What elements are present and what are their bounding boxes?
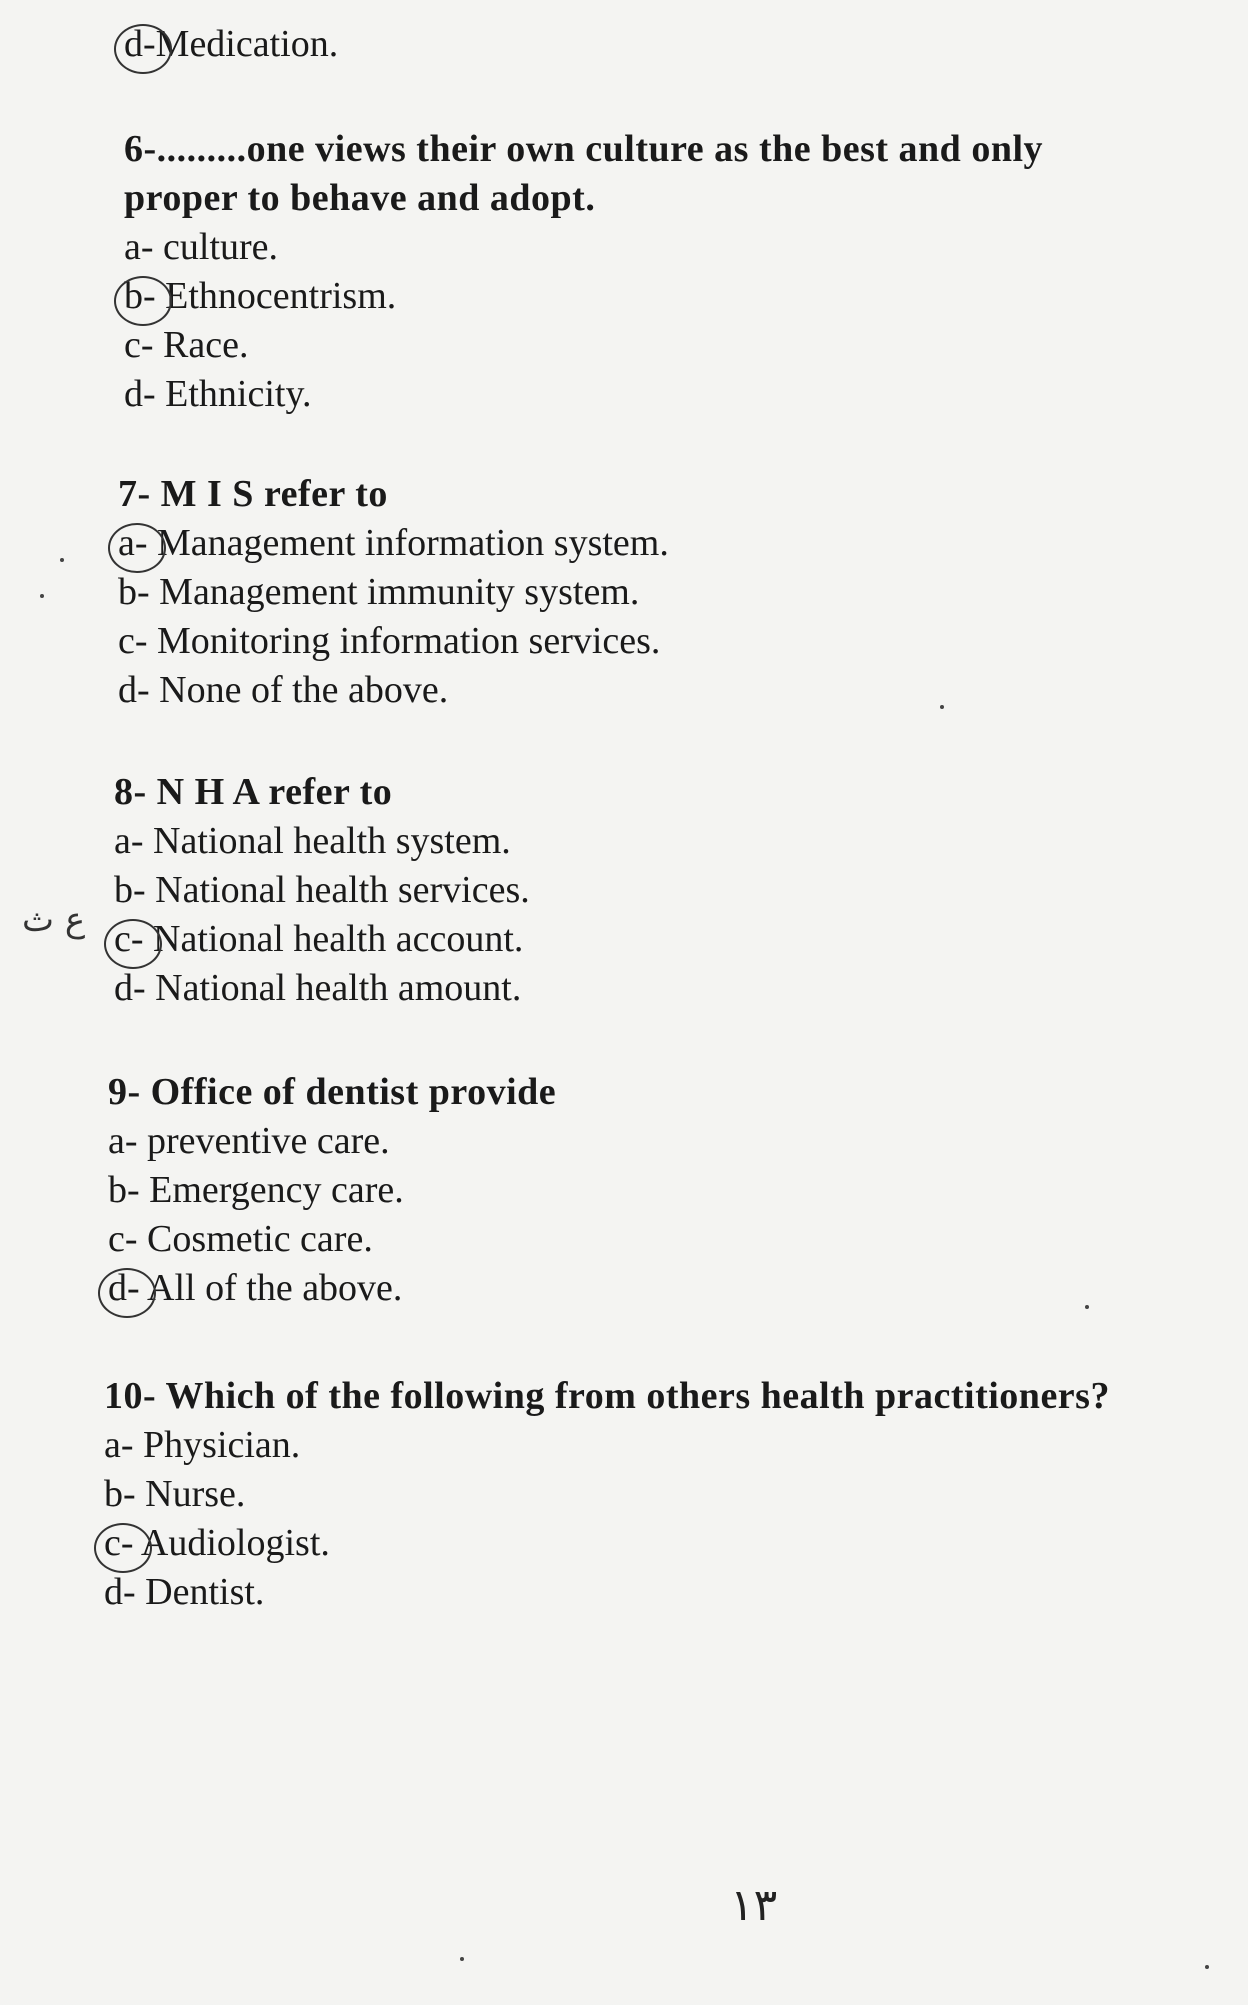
speck (60, 558, 64, 562)
option-a: a- Physician. (104, 1424, 301, 1466)
option-b: b- Emergency care. (108, 1169, 404, 1211)
question-10 (104, 1372, 1110, 1617)
option-d: d- National health amount. (114, 967, 522, 1009)
option-a: a- culture. (124, 226, 279, 268)
question-stem: proper to behave and adopt. (124, 177, 596, 219)
speck (1205, 1965, 1209, 1969)
option-d: d- None of the above. (118, 669, 449, 711)
question-6 (124, 125, 1043, 419)
speck (940, 705, 944, 709)
option-a-selected: a- Management information system. (118, 519, 669, 568)
option-d: d- Dentist. (104, 1571, 265, 1613)
option-c-selected: c- National health account. (114, 915, 530, 964)
question-stem: 7- M I S refer to (118, 473, 388, 515)
option-a: a- National health system. (114, 820, 511, 862)
page-number: ١٣ (730, 1880, 778, 1931)
previous-answer-remnant: d-Medication. (124, 20, 1248, 69)
question-8 (114, 768, 530, 1013)
option-c: c- Monitoring information services. (118, 620, 661, 662)
option-b: b- Nurse. (104, 1473, 246, 1515)
option-d: d- Ethnicity. (124, 373, 312, 415)
speck (460, 1957, 464, 1961)
question-stem: 10- Which of the following from others health practitioners? (104, 1375, 1110, 1417)
option-c: c- Race. (124, 324, 249, 366)
handwritten-margin-note: ع ث (22, 900, 86, 940)
option-c-selected: c- Audiologist. (104, 1519, 1110, 1568)
option-b-selected: b- Ethnocentrism. (124, 272, 1043, 321)
option-c: c- Cosmetic care. (108, 1218, 373, 1260)
speck (1085, 1305, 1089, 1309)
option-b: b- Management immunity system. (118, 571, 640, 613)
question-9 (108, 1068, 556, 1313)
question-stem: 8- N H A refer to (114, 771, 393, 813)
question-7 (118, 470, 669, 715)
option-d-selected: d- All of the above. (108, 1264, 556, 1313)
speck (40, 594, 44, 598)
option-a: a- preventive care. (108, 1120, 390, 1162)
question-stem: 9- Office of dentist provide (108, 1071, 557, 1113)
option-b: b- National health services. (114, 869, 530, 911)
question-stem: 6-.........one views their own culture as the best and only (124, 128, 1044, 170)
